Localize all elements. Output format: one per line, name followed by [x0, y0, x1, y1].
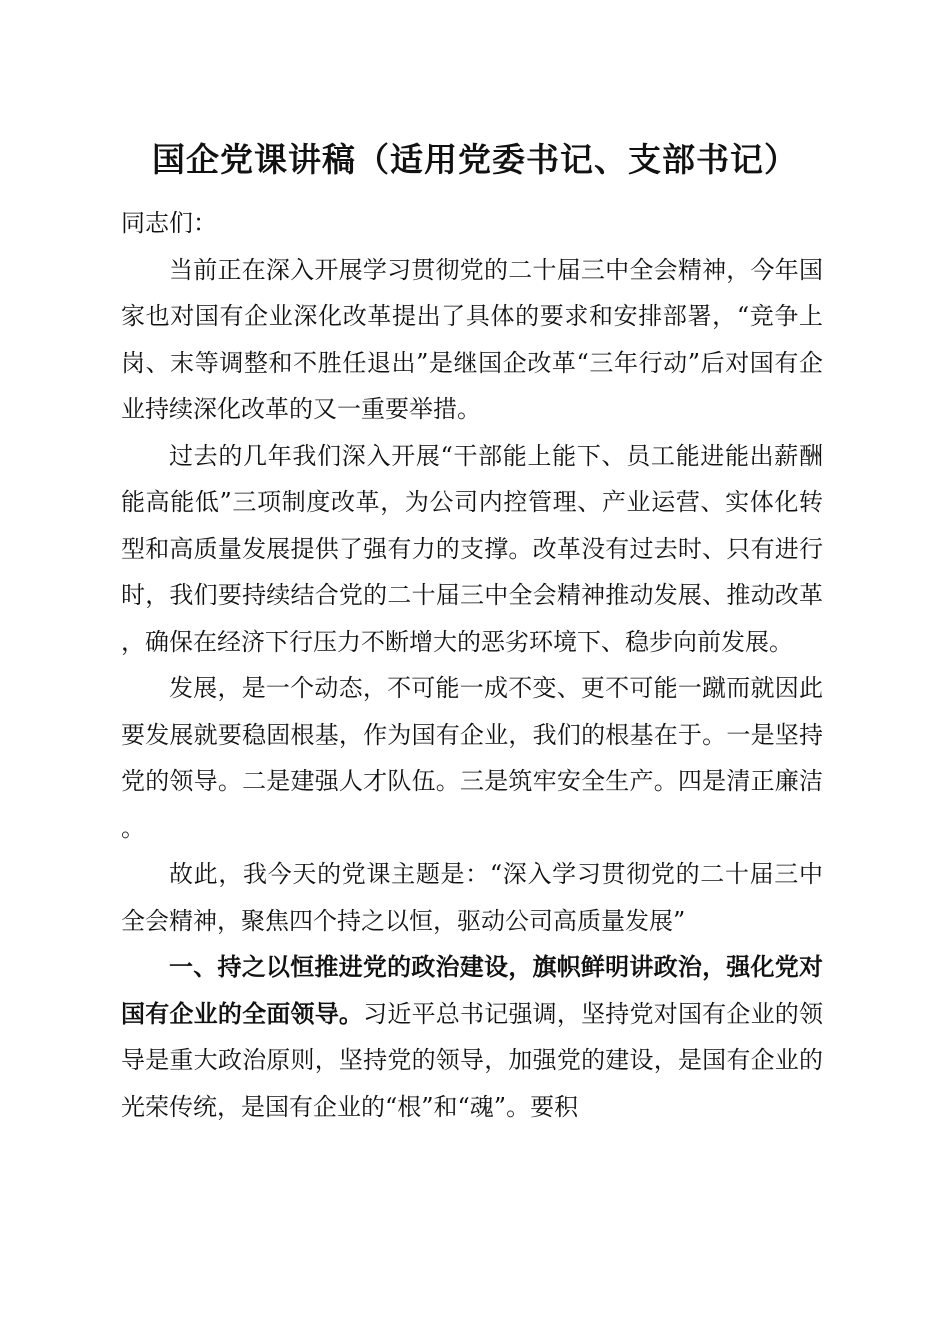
- paragraph-foundation: 发展，是一个动态，不可能一成不变、更不可能一蹴而就因此要发展就要稳固根基，作为国有企业，我们的根基在于。一是坚持党的领导。二是建强人才队伍。三是筑牢安全生产。四是清正廉洁。: [121, 674, 823, 842]
- paragraph-theme: 故此，我今天的党课主题是：“深入学习贯彻党的二十届三中全会精神，聚焦四个持之以恒，驱动公司高质量发展”: [121, 860, 823, 935]
- salutation: 同志们：: [121, 209, 217, 237]
- section-one-heading: 一、持之以恒推进党的政治建设，旗帜鲜明讲政治，强化党对国有企业的全面领导。: [121, 953, 823, 1028]
- document-body: [121, 200, 823, 1130]
- document-title: 国企党课讲稿（适用党委书记、支部书记）: [152, 140, 798, 179]
- paragraph-reform-history: 过去的几年我们深入开展“干部能上能下、员工能进能出薪酬能高能低”三项制度改革，为公司内控管理、产业运营、实体化转型和高质量发展提供了强有力的支撑。改革没有过去时、只有进行时，我们要持续结合党的二十届三中全会精神推动发展、推动改革，确保在经济下行压力不断增大的恶劣环境下、稳步向前发展。: [121, 441, 823, 656]
- paragraph-intro: 当前正在深入开展学习贯彻党的二十届三中全会精神，今年国家也对国有企业深化改革提出了具体的要求和安排部署，“竞争上岗、末等调整和不胜任退出”是继国企改革“三年行动”后对国有企业持续深化改革的又一重要举措。: [121, 255, 823, 423]
- section-one-text: 习近平总书记强调，坚持党对国有企业的领导是重大政治原则，坚持党的领导，加强党的建设，是国有企业的光荣传统，是国有企业的“根”和“魂”。要积: [121, 999, 824, 1121]
- section-one-paragraph: [121, 944, 823, 1130]
